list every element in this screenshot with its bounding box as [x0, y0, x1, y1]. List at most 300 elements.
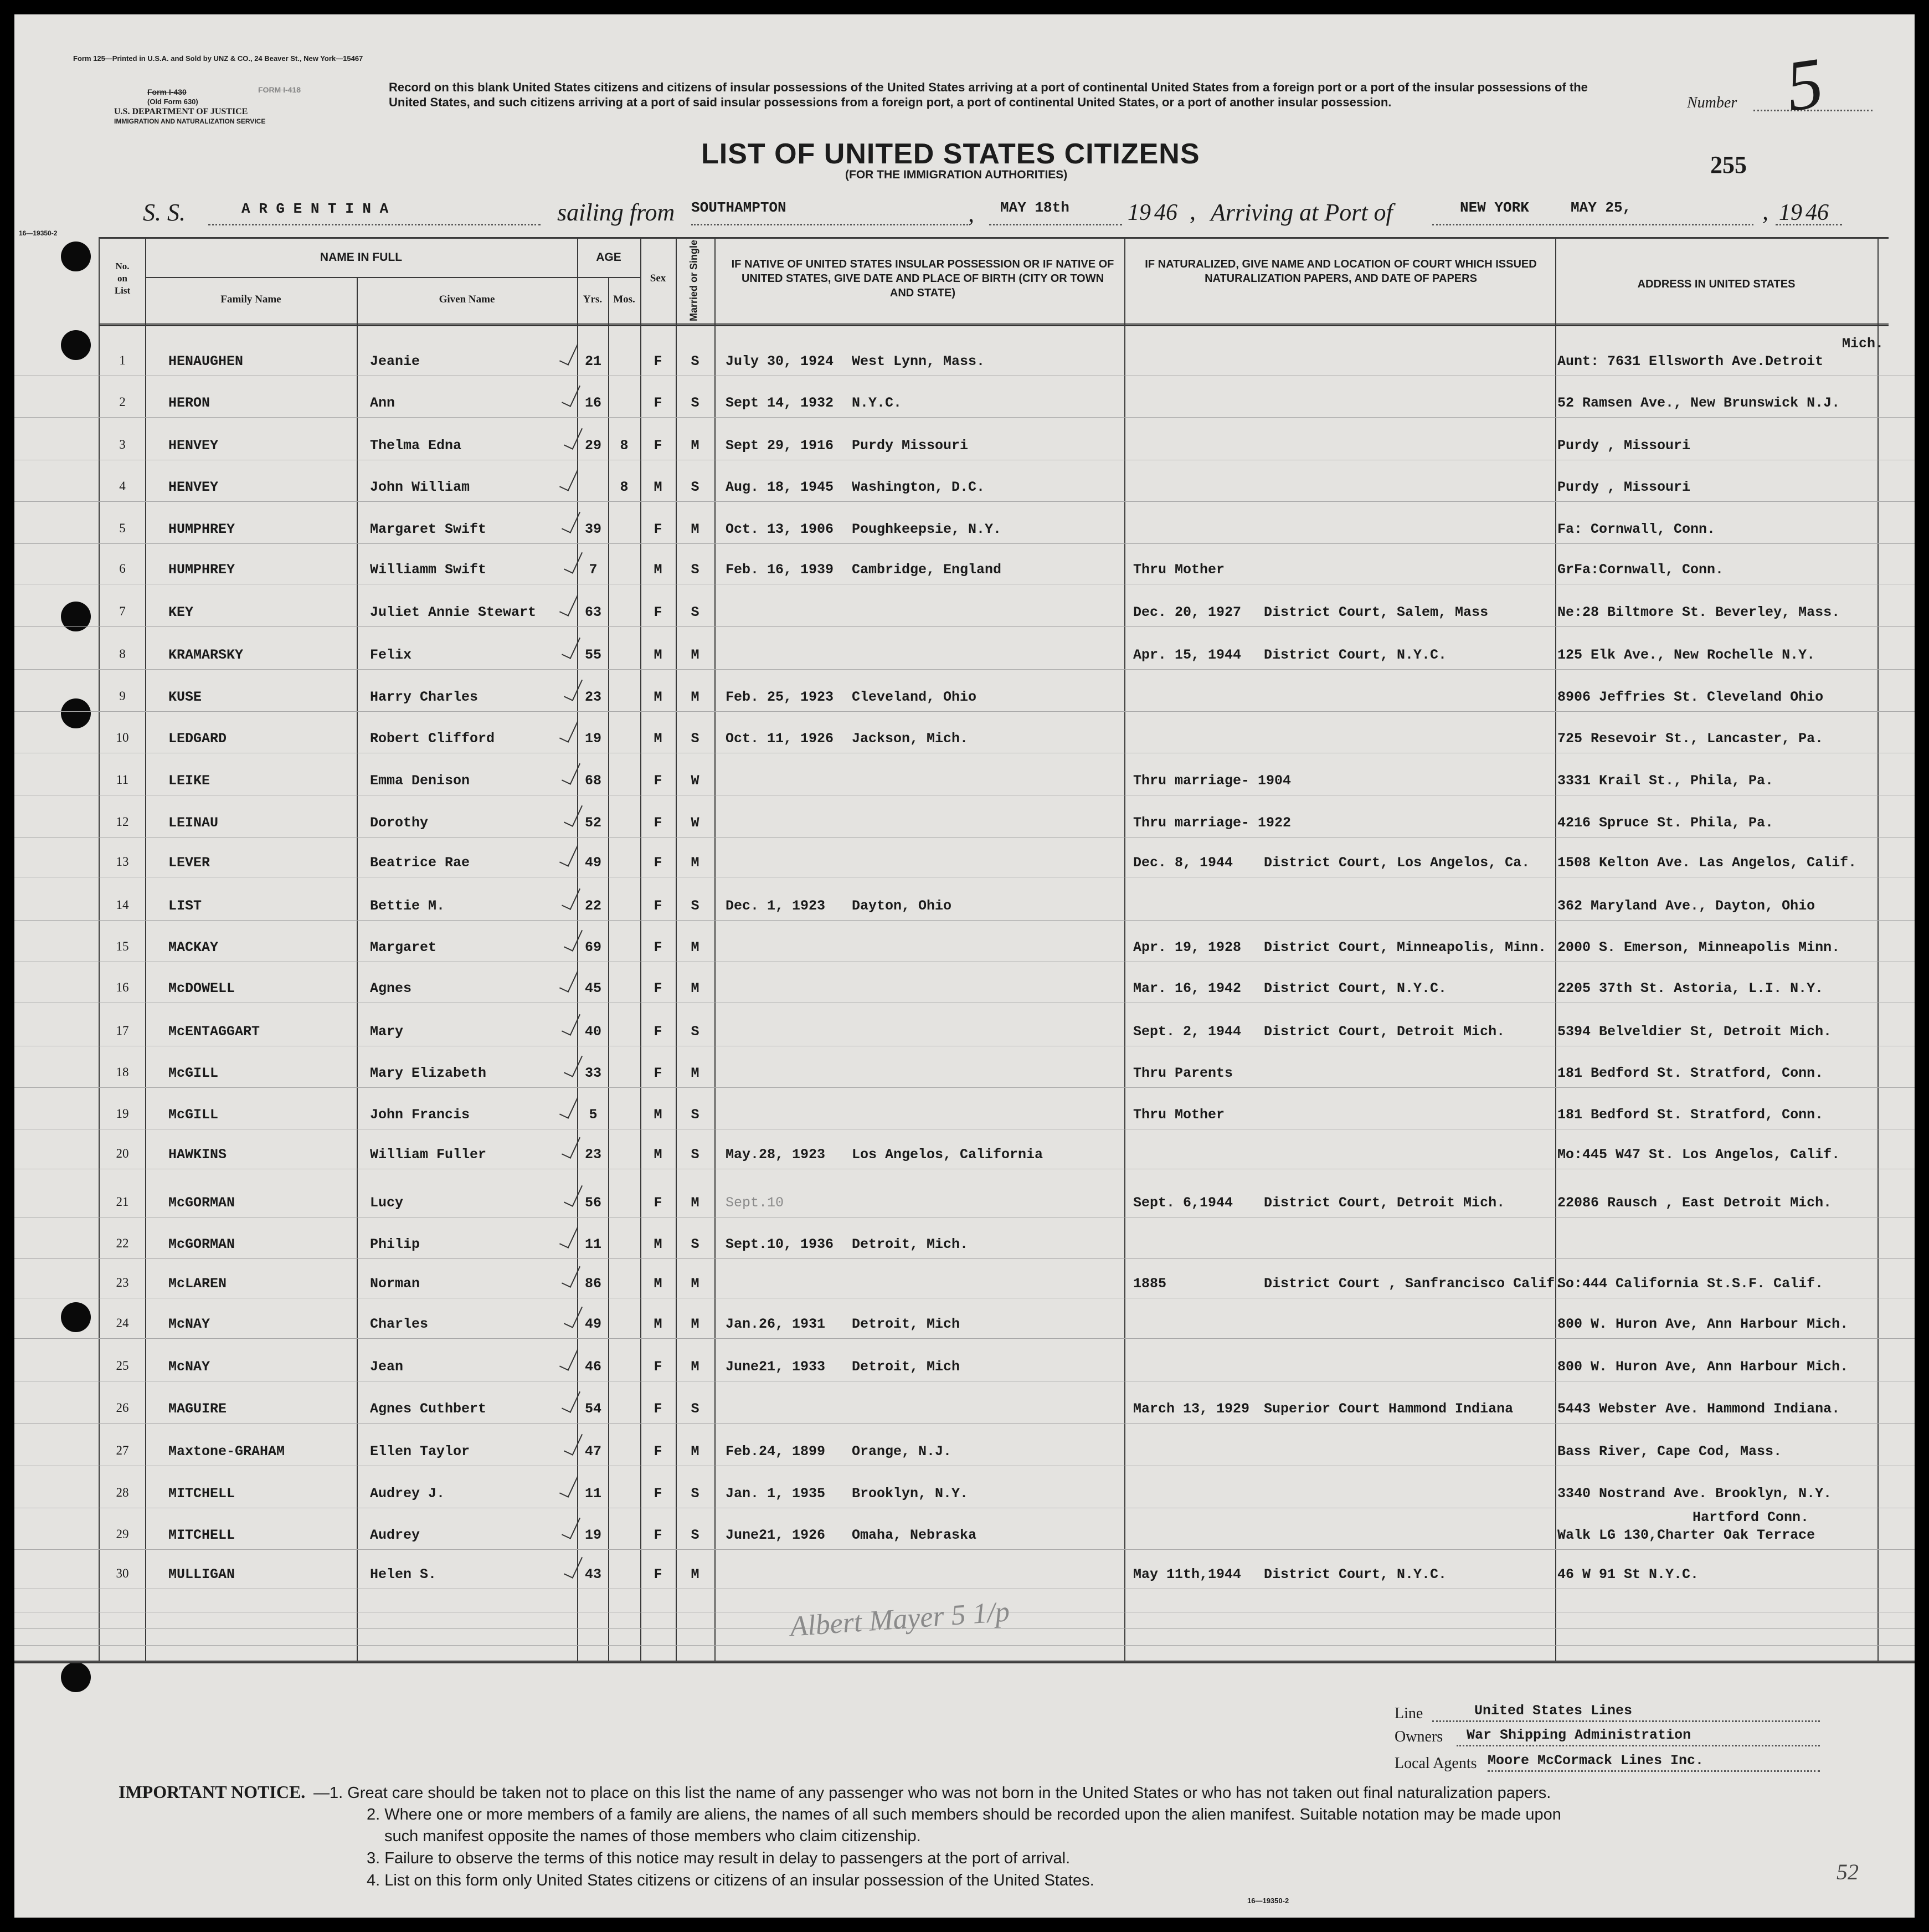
owners-field-line — [1457, 1745, 1820, 1746]
line-label: Line — [1395, 1705, 1423, 1722]
row-number: 15 — [116, 939, 129, 953]
naturalization-date: Thru marriage- 1904 — [1133, 773, 1292, 789]
line-field-line — [1432, 1720, 1820, 1722]
row-number: 8 — [119, 647, 126, 661]
sex: F — [654, 1486, 662, 1502]
given-name: Juliet Annie Stewart — [370, 604, 537, 620]
family-name: HERON — [168, 395, 210, 411]
manifest-sheet — [14, 14, 1915, 1918]
family-name: HENAUGHEN — [168, 353, 244, 369]
us-address-continued: Mich. — [1842, 336, 1884, 352]
sex: M — [654, 731, 662, 747]
sex: F — [654, 1195, 662, 1211]
age-years: 16 — [584, 395, 601, 411]
row-number: 7 — [119, 604, 126, 618]
birth-date: Jan. 1, 1935 — [726, 1486, 826, 1502]
notice-item-2-cont: such manifest opposite the names of those members who claim citizenship. — [384, 1827, 921, 1845]
comma: , — [968, 200, 974, 227]
departure-date: MAY 18th — [1000, 199, 1069, 216]
row-rule — [14, 1549, 1915, 1550]
line-value: United States Lines — [1474, 1703, 1633, 1719]
marital-status: S — [691, 1527, 699, 1543]
departure-year-prefix: 19 — [1128, 200, 1151, 225]
given-name: John William — [370, 479, 470, 495]
family-name: LEIKE — [168, 773, 210, 789]
given-name: Norman — [370, 1276, 420, 1292]
naturalization-date: Dec. 20, 1927 — [1133, 604, 1242, 620]
row-number: 18 — [116, 1065, 129, 1079]
age-years: 23 — [584, 1147, 601, 1163]
service-name: IMMIGRATION AND NATURALIZATION SERVICE — [114, 117, 266, 125]
arrival-port-line — [1432, 224, 1753, 225]
age-years: 43 — [584, 1566, 601, 1582]
given-name: Ellen Taylor — [370, 1443, 470, 1460]
family-name: McENTAGGART — [168, 1024, 260, 1040]
us-address: 3340 Nostrand Ave. Brooklyn, N.Y. — [1557, 1486, 1832, 1502]
agents-label: Local Agents — [1395, 1755, 1477, 1772]
departure-port-line — [691, 224, 968, 225]
family-name: McGILL — [168, 1107, 219, 1123]
notice-item-3: 3. Failure to observe the terms of this notice may result in delay to passengers at the port of arrival. — [367, 1849, 1071, 1867]
age-years: 52 — [584, 815, 601, 831]
marital-status: M — [691, 980, 699, 996]
row-number: 1 — [119, 353, 126, 367]
us-address: 181 Bedford St. Stratford, Conn. — [1557, 1107, 1824, 1123]
row-number: 22 — [116, 1236, 129, 1250]
family-name: MITCHELL — [168, 1527, 235, 1543]
us-address: 5443 Webster Ave. Hammond Indiana. — [1557, 1401, 1840, 1417]
naturalization-date: Dec. 8, 1944 — [1133, 855, 1233, 871]
sex: F — [654, 604, 662, 620]
us-address: 181 Bedford St. Stratford, Conn. — [1557, 1065, 1824, 1081]
col-border — [145, 237, 146, 1661]
us-address: 52 Ramsen Ave., New Brunswick N.J. — [1557, 395, 1840, 411]
family-name: McNAY — [168, 1359, 210, 1375]
row-rule — [14, 543, 1915, 544]
naturalization-date: Thru marriage- 1922 — [1133, 815, 1292, 831]
marital-status: M — [691, 939, 699, 955]
check-mark-icon — [559, 841, 578, 867]
given-name: Agnes Cuthbert — [370, 1401, 487, 1417]
arrival-port: NEW YORK — [1460, 199, 1529, 216]
birth-place: Omaha, Nebraska — [852, 1527, 977, 1543]
departure-date-line — [989, 224, 1122, 225]
family-name: KEY — [168, 604, 194, 620]
naturalization-court: District Court, Los Angelos, Ca. — [1264, 855, 1530, 871]
row-rule — [14, 417, 1915, 418]
birth-date: Sept 14, 1932 — [726, 395, 834, 411]
check-mark-icon — [559, 967, 578, 993]
age-years: 5 — [589, 1107, 598, 1123]
comma: , — [1762, 198, 1768, 225]
row-number: 5 — [119, 521, 126, 535]
family-name: HUMPHREY — [168, 562, 235, 578]
birth-place: Cleveland, Ohio — [852, 689, 977, 705]
naturalization-court: District Court, N.Y.C. — [1264, 980, 1447, 996]
old-form-number: (Old Form 630) — [147, 97, 198, 106]
row-rule — [14, 501, 1915, 502]
sex: F — [654, 1443, 662, 1460]
family-name: LEVER — [168, 855, 210, 871]
sex: M — [654, 1236, 662, 1252]
handwritten-list-number: 5 — [1781, 43, 1828, 127]
family-name: MULLIGAN — [168, 1566, 235, 1582]
given-name: Harry Charles — [370, 689, 479, 705]
marital-status: M — [691, 1316, 699, 1332]
row-number: 9 — [119, 689, 126, 703]
birth-date: Feb. 16, 1939 — [726, 562, 834, 578]
arrival-year-line — [1776, 224, 1842, 225]
birth-date: Oct. 11, 1926 — [726, 731, 834, 747]
age-years: 46 — [584, 1359, 601, 1375]
no-on-list-header: No. on List — [114, 261, 131, 296]
given-name: Felix — [370, 647, 412, 663]
col-border — [1124, 237, 1125, 1661]
table-bottom-border — [14, 1661, 1915, 1663]
row-number: 25 — [116, 1359, 129, 1373]
naturalization-court: District Court, Minneapolis, Minn. — [1264, 939, 1547, 955]
family-name: HUMPHREY — [168, 521, 235, 537]
naturalization-date: Thru Mother — [1133, 1107, 1225, 1123]
departure-year-suffix: 46 — [1154, 200, 1177, 225]
family-name: KRAMARSKY — [168, 647, 244, 663]
form-number: Form I-430 — [147, 88, 187, 96]
row-number: 4 — [119, 479, 126, 493]
marital-status: S — [691, 1107, 699, 1123]
departure-port: SOUTHAMPTON — [691, 199, 786, 216]
family-name: McGORMAN — [168, 1195, 235, 1211]
sex: M — [654, 1107, 662, 1123]
table-header-bottom — [99, 323, 1889, 326]
agents-field-line — [1488, 1770, 1820, 1772]
married-single-header: Married or Single — [688, 239, 699, 322]
punch-hole — [61, 242, 91, 271]
given-name: Jean — [370, 1359, 404, 1375]
row-rule — [14, 1338, 1915, 1339]
us-address: Mo:445 W47 St. Los Angelos, Calif. — [1557, 1147, 1840, 1163]
age-years: 11 — [584, 1486, 601, 1502]
row-rule — [14, 711, 1915, 712]
marital-status: W — [691, 815, 699, 831]
age-years: 19 — [584, 1527, 601, 1543]
row-number: 24 — [116, 1316, 129, 1330]
given-name: Margaret Swift — [370, 521, 487, 537]
sex: F — [654, 1401, 662, 1417]
row-number: 14 — [116, 898, 129, 912]
ss-label: S. S. — [143, 199, 186, 226]
marital-status: S — [691, 604, 699, 620]
table-top-border — [99, 237, 1889, 239]
comma: , — [1190, 198, 1196, 225]
given-name: Margaret — [370, 939, 437, 955]
naturalization-date: May 11th,1944 — [1133, 1566, 1242, 1582]
us-address: Aunt: 7631 Ellsworth Ave.Detroit — [1557, 353, 1824, 369]
check-mark-icon — [559, 340, 578, 366]
us-address: 125 Elk Ave., New Rochelle N.Y. — [1557, 647, 1815, 663]
us-address: Bass River, Cape Cod, Mass. — [1557, 1443, 1782, 1460]
age-months: 8 — [620, 438, 629, 454]
given-name: Audrey — [370, 1527, 420, 1543]
marital-status: M — [691, 855, 699, 871]
birth-header: IF NATIVE OF UNITED STATES INSULAR POSSESSION OR IF NATIVE OF UNITED STATES, GIVE DATE AND PLACE OF BIRTH (CITY OR TOWN AND STATE) — [731, 258, 1114, 299]
us-address: Purdy , Missouri — [1557, 438, 1691, 454]
sex: F — [654, 898, 662, 914]
page-title: LIST OF UNITED STATES CITIZENS — [701, 138, 1200, 170]
check-mark-icon — [559, 1472, 578, 1498]
arrival-year-prefix: 19 — [1779, 200, 1802, 225]
age-years: 45 — [584, 980, 601, 996]
birth-date: Feb. 25, 1923 — [726, 689, 834, 705]
age-header: AGE — [596, 251, 621, 264]
family-name: LIST — [168, 898, 202, 914]
given-name: Lucy — [370, 1195, 404, 1211]
age-years: 11 — [584, 1236, 601, 1252]
marital-status: M — [691, 1195, 699, 1211]
handwritten-note: Albert Mayer 5 1/p — [789, 1596, 1011, 1643]
row-number: 23 — [116, 1276, 129, 1289]
sex: F — [654, 1024, 662, 1040]
birth-date: Aug. 18, 1945 — [726, 479, 834, 495]
age-months: 8 — [620, 479, 629, 495]
family-name: HAWKINS — [168, 1147, 227, 1163]
us-address-continued: Hartford Conn. — [1693, 1509, 1809, 1525]
notice-item-4: 4. List on this form only United States citizens or citizens of an insular possession of the United States. — [367, 1872, 1094, 1889]
marital-status: S — [691, 1401, 699, 1417]
row-number: 28 — [116, 1486, 129, 1499]
row-number: 26 — [116, 1401, 129, 1415]
row-rule — [14, 626, 1915, 627]
address-header: ADDRESS IN UNITED STATES — [1637, 278, 1796, 290]
sex: M — [654, 689, 662, 705]
given-name: Emma Denison — [370, 773, 470, 789]
row-number: 16 — [116, 980, 129, 994]
age-years: 22 — [584, 898, 601, 914]
arrival-year-suffix: 46 — [1805, 200, 1829, 225]
punch-hole — [61, 330, 91, 360]
age-years: 23 — [584, 689, 601, 705]
birth-place: Purdy Missouri — [852, 438, 969, 454]
sex: F — [654, 980, 662, 996]
sex: F — [654, 521, 662, 537]
row-number: 2 — [119, 395, 126, 409]
side-form-code: 16—19350-2 — [19, 229, 58, 237]
family-name: MAGUIRE — [168, 1401, 227, 1417]
age-years: 7 — [589, 562, 598, 578]
us-address: Walk LG 130,Charter Oak Terrace — [1557, 1527, 1815, 1543]
marital-status: S — [691, 562, 699, 578]
birth-place: West Lynn, Mass. — [852, 353, 985, 369]
marital-status: M — [691, 647, 699, 663]
sex: M — [654, 1147, 662, 1163]
given-name: Mary — [370, 1024, 404, 1040]
sex: F — [654, 855, 662, 871]
sex: M — [654, 1316, 662, 1332]
us-address: 800 W. Huron Ave, Ann Harbour Mich. — [1557, 1316, 1849, 1332]
given-name: Dorothy — [370, 815, 429, 831]
us-address: Purdy , Missouri — [1557, 479, 1691, 495]
birth-place: Orange, N.J. — [852, 1443, 952, 1460]
name-in-full-header: NAME IN FULL — [320, 251, 403, 264]
us-address: 2000 S. Emerson, Minneapolis Minn. — [1557, 939, 1840, 955]
sex: F — [654, 1065, 662, 1081]
age-years: 33 — [584, 1065, 601, 1081]
printer-line: Form 125—Printed in U.S.A. and Sold by UNZ & CO., 24 Beaver St., New York—15467 — [73, 54, 363, 63]
us-address: 5394 Belveldier St, Detroit Mich. — [1557, 1024, 1832, 1040]
us-address: 46 W 91 St N.Y.C. — [1557, 1566, 1699, 1582]
age-years: 39 — [584, 521, 601, 537]
naturalization-date: Apr. 15, 1944 — [1133, 647, 1242, 663]
row-number: 29 — [116, 1527, 129, 1541]
marital-status: M — [691, 1276, 699, 1292]
age-years: 47 — [584, 1443, 601, 1460]
age-years: 40 — [584, 1024, 601, 1040]
given-name: William Fuller — [370, 1147, 487, 1163]
family-name: McLAREN — [168, 1276, 227, 1292]
birth-place: Brooklyn, N.Y. — [852, 1486, 969, 1502]
family-name: HENVEY — [168, 438, 219, 454]
us-address: 1508 Kelton Ave. Las Angelos, Calif. — [1557, 855, 1857, 871]
family-name: McGILL — [168, 1065, 219, 1081]
us-address: 22086 Rausch , East Detroit Mich. — [1557, 1195, 1832, 1211]
marital-status: M — [691, 438, 699, 454]
family-name: MITCHELL — [168, 1486, 235, 1502]
given-name: Robert Clifford — [370, 731, 495, 747]
us-address: Ne:28 Biltmore St. Beverley, Mass. — [1557, 604, 1840, 620]
us-address: 3331 Krail St., Phila, Pa. — [1557, 773, 1774, 789]
us-address: 4216 Spruce St. Phila, Pa. — [1557, 815, 1774, 831]
notice-item-1: —1. Great care should be taken not to place on this list the name of any passenger who was not born in the United States or who has not taken out final naturalization papers. — [313, 1784, 1551, 1802]
punch-hole — [61, 698, 91, 728]
us-address: 362 Maryland Ave., Dayton, Ohio — [1557, 898, 1815, 914]
row-number: 20 — [116, 1147, 129, 1160]
marital-status: S — [691, 353, 699, 369]
family-name: McGORMAN — [168, 1236, 235, 1252]
marital-status: S — [691, 395, 699, 411]
row-number: 19 — [116, 1107, 129, 1121]
birth-date: June21, 1926 — [726, 1527, 826, 1543]
department-name: U.S. DEPARTMENT OF JUSTICE — [114, 107, 248, 116]
naturalization-header: IF NATURALIZED, GIVE NAME AND LOCATION OF COURT WHICH ISSUED NATURALIZATION PAPERS, AND DATE OF PAPERS — [1145, 258, 1537, 285]
family-name: McDOWELL — [168, 980, 235, 996]
arriving-label: Arriving at Port of — [1211, 199, 1393, 226]
family-name: Maxtone-GRAHAM — [168, 1443, 285, 1460]
naturalization-date: 1885 — [1133, 1276, 1167, 1292]
birth-place: Detroit, Mich — [852, 1359, 960, 1375]
family-name: HENVEY — [168, 479, 219, 495]
sex: F — [654, 1566, 662, 1582]
age-years: 69 — [584, 939, 601, 955]
birth-date: June21, 1933 — [726, 1359, 826, 1375]
footer-form-code: 16—19350-2 — [1247, 1897, 1289, 1905]
marital-status: W — [691, 773, 699, 789]
naturalization-court: District Court, Salem, Mass — [1264, 604, 1489, 620]
naturalization-date: Sept. 6,1944 — [1133, 1195, 1233, 1211]
row-number: 17 — [116, 1024, 129, 1037]
check-mark-icon — [559, 717, 578, 743]
ship-name: A R G E N T I N A — [241, 201, 389, 217]
check-mark-icon — [559, 1093, 578, 1119]
naturalization-court: District Court, N.Y.C. — [1264, 647, 1447, 663]
given-name: John Francis — [370, 1107, 470, 1123]
naturalization-date: Apr. 19, 1928 — [1133, 939, 1242, 955]
family-name: LEDGARD — [168, 731, 227, 747]
marital-status: M — [691, 689, 699, 705]
punch-hole — [61, 1662, 91, 1692]
col-border — [99, 237, 100, 1661]
birth-date: Feb.24, 1899 — [726, 1443, 826, 1460]
naturalization-date: Thru Mother — [1133, 562, 1225, 578]
sex: M — [654, 479, 662, 495]
age-years: 55 — [584, 647, 601, 663]
sex: M — [654, 1276, 662, 1292]
sex: M — [654, 562, 662, 578]
row-number: 30 — [116, 1566, 129, 1580]
sex: F — [654, 1527, 662, 1543]
marital-status: S — [691, 1486, 699, 1502]
age-years: 63 — [584, 604, 601, 620]
col-border — [1877, 237, 1879, 1661]
given-name: Beatrice Rae — [370, 855, 470, 871]
age-years: 21 — [584, 353, 601, 369]
age-years: 54 — [584, 1401, 601, 1417]
sex: F — [654, 815, 662, 831]
naturalization-date: Sept. 2, 1944 — [1133, 1024, 1242, 1040]
birth-date: July 30, 1924 — [726, 353, 834, 369]
age-years: 49 — [584, 1316, 601, 1332]
naturalization-court: Superior Court Hammond Indiana — [1264, 1401, 1514, 1417]
given-name: Jeanie — [370, 353, 420, 369]
sex: F — [654, 773, 662, 789]
given-name: Agnes — [370, 980, 412, 996]
given-name: Thelma Edna — [370, 438, 462, 454]
given-name: Bettie M. — [370, 898, 445, 914]
sex: F — [654, 939, 662, 955]
sex: F — [654, 438, 662, 454]
sex: F — [654, 395, 662, 411]
row-rule — [14, 1087, 1915, 1088]
naturalization-court: District Court, Detroit Mich. — [1264, 1024, 1505, 1040]
birth-place: Cambridge, England — [852, 562, 1002, 578]
age-months-header: Mos. — [613, 294, 635, 305]
row-number: 3 — [119, 438, 126, 451]
age-years: 86 — [584, 1276, 601, 1292]
given-name: Williamm Swift — [370, 562, 487, 578]
col-border — [1555, 237, 1556, 1661]
us-address: 8906 Jeffries St. Cleveland Ohio — [1557, 689, 1824, 705]
birth-date: Jan.26, 1931 — [726, 1316, 826, 1332]
naturalization-date: March 13, 1929 — [1133, 1401, 1250, 1417]
ship-line — [208, 224, 541, 225]
marital-status: S — [691, 479, 699, 495]
notice-item-2: 2. Where one or more members of a family are aliens, the names of all such members should be recorded upon the alien manifest. Suitable notation may be made upon — [367, 1806, 1561, 1823]
given-name: Charles — [370, 1316, 429, 1332]
marital-status: M — [691, 1443, 699, 1460]
row-rule — [14, 1645, 1915, 1646]
row-rule — [14, 1258, 1915, 1259]
birth-place: N.Y.C. — [852, 395, 902, 411]
arrival-date: MAY 25, — [1571, 199, 1632, 216]
row-number: 6 — [119, 562, 126, 576]
row-rule — [14, 1423, 1915, 1424]
naturalization-court: District Court, Detroit Mich. — [1264, 1195, 1505, 1211]
marital-status: S — [691, 1024, 699, 1040]
birth-place: Detroit, Mich — [852, 1316, 960, 1332]
us-address: 725 Resevoir St., Lancaster, Pa. — [1557, 731, 1824, 747]
page-number: 255 — [1710, 151, 1747, 178]
naturalization-court: District Court, N.Y.C. — [1264, 1566, 1447, 1582]
birth-date: Sept.10 — [726, 1195, 784, 1211]
naturalization-date: Mar. 16, 1942 — [1133, 980, 1242, 996]
